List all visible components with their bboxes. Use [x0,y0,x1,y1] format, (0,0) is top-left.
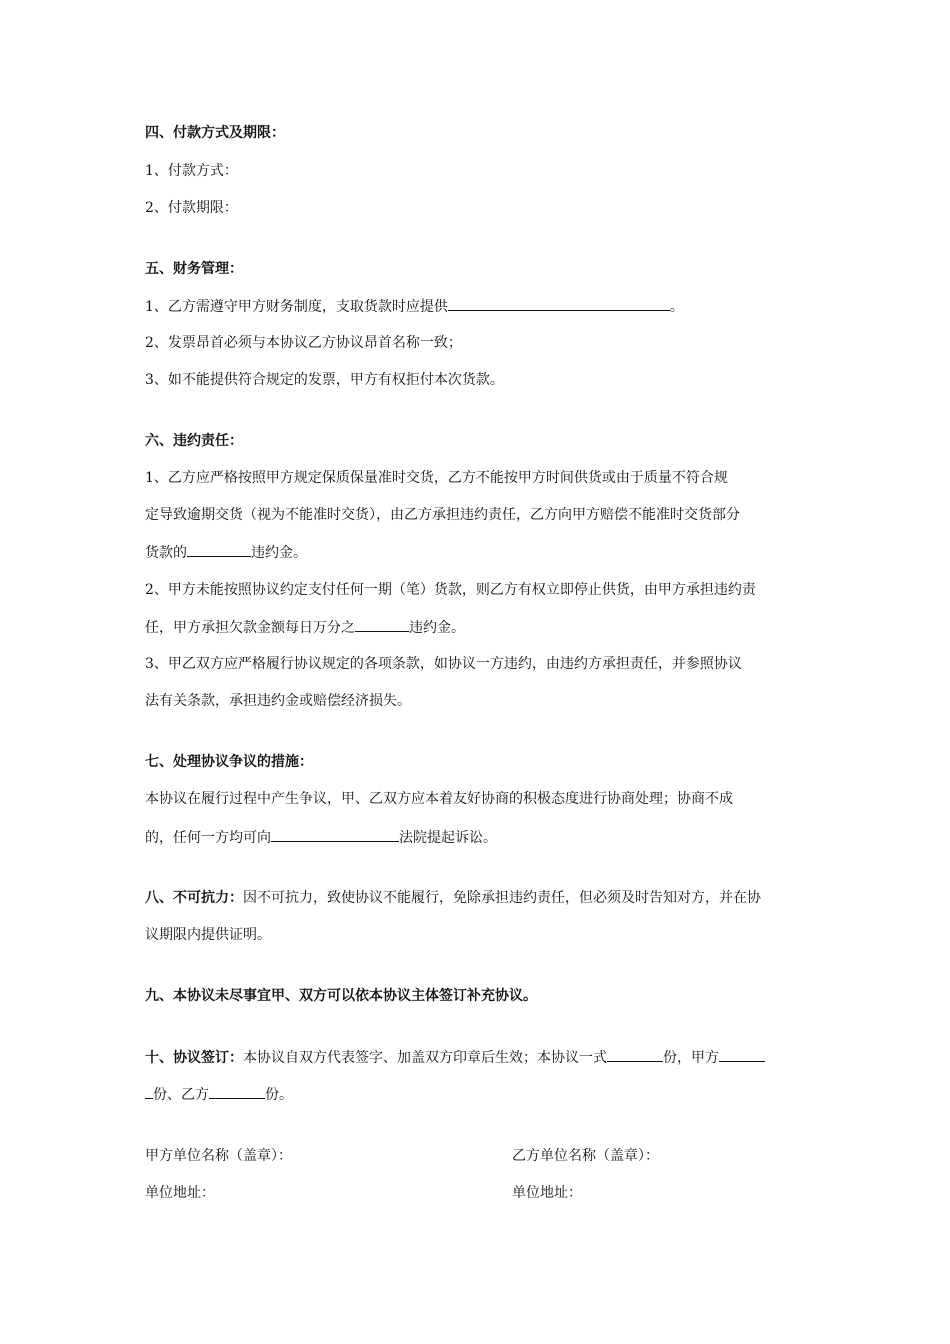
finance-line-1 [145,296,684,317]
breach-p2-line-2-text: 任，甲方承担欠款金额每日万分之 [145,620,355,636]
finance-line-3: 3、如不能提供符合规定的发票，甲方有权拒付本次货款。 [145,372,504,388]
dispute-line-2 [145,827,497,848]
fill-blank[interactable] [187,542,251,557]
signing-line-2 [145,1084,293,1105]
force-majeure-line-2: 议期限内提供证明。 [145,927,271,943]
finance-line-1-end: 。 [669,299,684,315]
party-a-address-label: 单位地址： [145,1185,215,1201]
breach-p3-line-2: 法有关条款，承担违约金或赔偿经济损失。 [145,693,411,709]
fill-blank[interactable] [145,1084,153,1099]
payment-term-line: 2、付款期限： [145,200,238,216]
signing-text-3: 份、乙方 [153,1087,209,1103]
section-10-title: 十、协议签订： [145,1050,243,1066]
fill-blank[interactable] [719,1047,765,1062]
fill-blank[interactable] [607,1047,663,1062]
breach-p1-line-3 [145,542,307,563]
section-6-title: 六、违约责任： [145,433,243,449]
signing-text-1: 本协议自双方代表签字、加盖双方印章后生效；本协议一式 [243,1050,607,1066]
signing-line-1 [145,1047,765,1068]
fill-blank[interactable] [209,1084,265,1099]
force-majeure-text: 因不可抗力，致使协议不能履行，免除承担违约责任，但必须及时告知对方，并在协 [243,890,761,906]
party-a-name-label: 甲方单位名称（盖章）： [145,1148,292,1164]
breach-p1-line-1: 1、乙方应严格按照甲方规定保质保量准时交货，乙方不能按甲方时间供货或由于质量不符合规 [145,470,728,486]
signing-text-4: 份。 [265,1087,293,1103]
party-b-name-label: 乙方单位名称（盖章）： [512,1148,659,1164]
dispute-line-2-end: 法院提起诉讼。 [399,830,497,846]
force-majeure-line-1 [145,888,761,908]
payment-method-line: 1、付款方式： [145,163,238,179]
breach-p1-line-2: 定导致逾期交货（视为不能准时交货），由乙方承担违约责任，乙方向甲方赔偿不能准时交货部分 [145,507,740,523]
signing-text-2: 份，甲方 [663,1050,719,1066]
breach-p1-line-3-end: 违约金。 [251,545,307,561]
dispute-line-2-text: 的，任何一方均可向 [145,830,271,846]
breach-p2-line-1: 2、甲方未能按照协议约定支付任何一期（笔）货款，则乙方有权立即停止供货，由甲方承担违约责 [145,582,756,598]
fill-blank[interactable] [355,617,409,632]
breach-p1-line-3-text: 货款的 [145,545,187,561]
fill-blank[interactable] [271,827,399,842]
section-5-title: 五、财务管理： [145,261,243,277]
breach-p2-line-2 [145,617,465,638]
section-4-title: 四、付款方式及期限： [145,125,285,141]
section-7-title: 七、处理协议争议的措施： [145,754,313,770]
section-8-title: 八、不可抗力： [145,890,243,906]
breach-p3-line-1: 3、甲乙双方应严格履行协议规定的各项条款，如协议一方违约，由违约方承担责任，并参照协议 [145,656,742,672]
finance-line-1-text: 1、乙方需遵守甲方财务制度，支取货款时应提供 [145,299,448,315]
dispute-line-1: 本协议在履行过程中产生争议，甲、乙双方应本着友好协商的积极态度进行协商处理；协商不成 [145,791,733,807]
party-b-address-label: 单位地址： [512,1185,582,1201]
finance-line-2: 2、发票昂首必须与本协议乙方协议昂首名称一致； [145,335,462,351]
breach-p2-line-2-end: 违约金。 [409,620,465,636]
section-9-title: 九、本协议未尽事宜甲、双方可以依本协议主体签订补充协议。 [145,988,537,1004]
fill-blank[interactable] [448,296,670,311]
